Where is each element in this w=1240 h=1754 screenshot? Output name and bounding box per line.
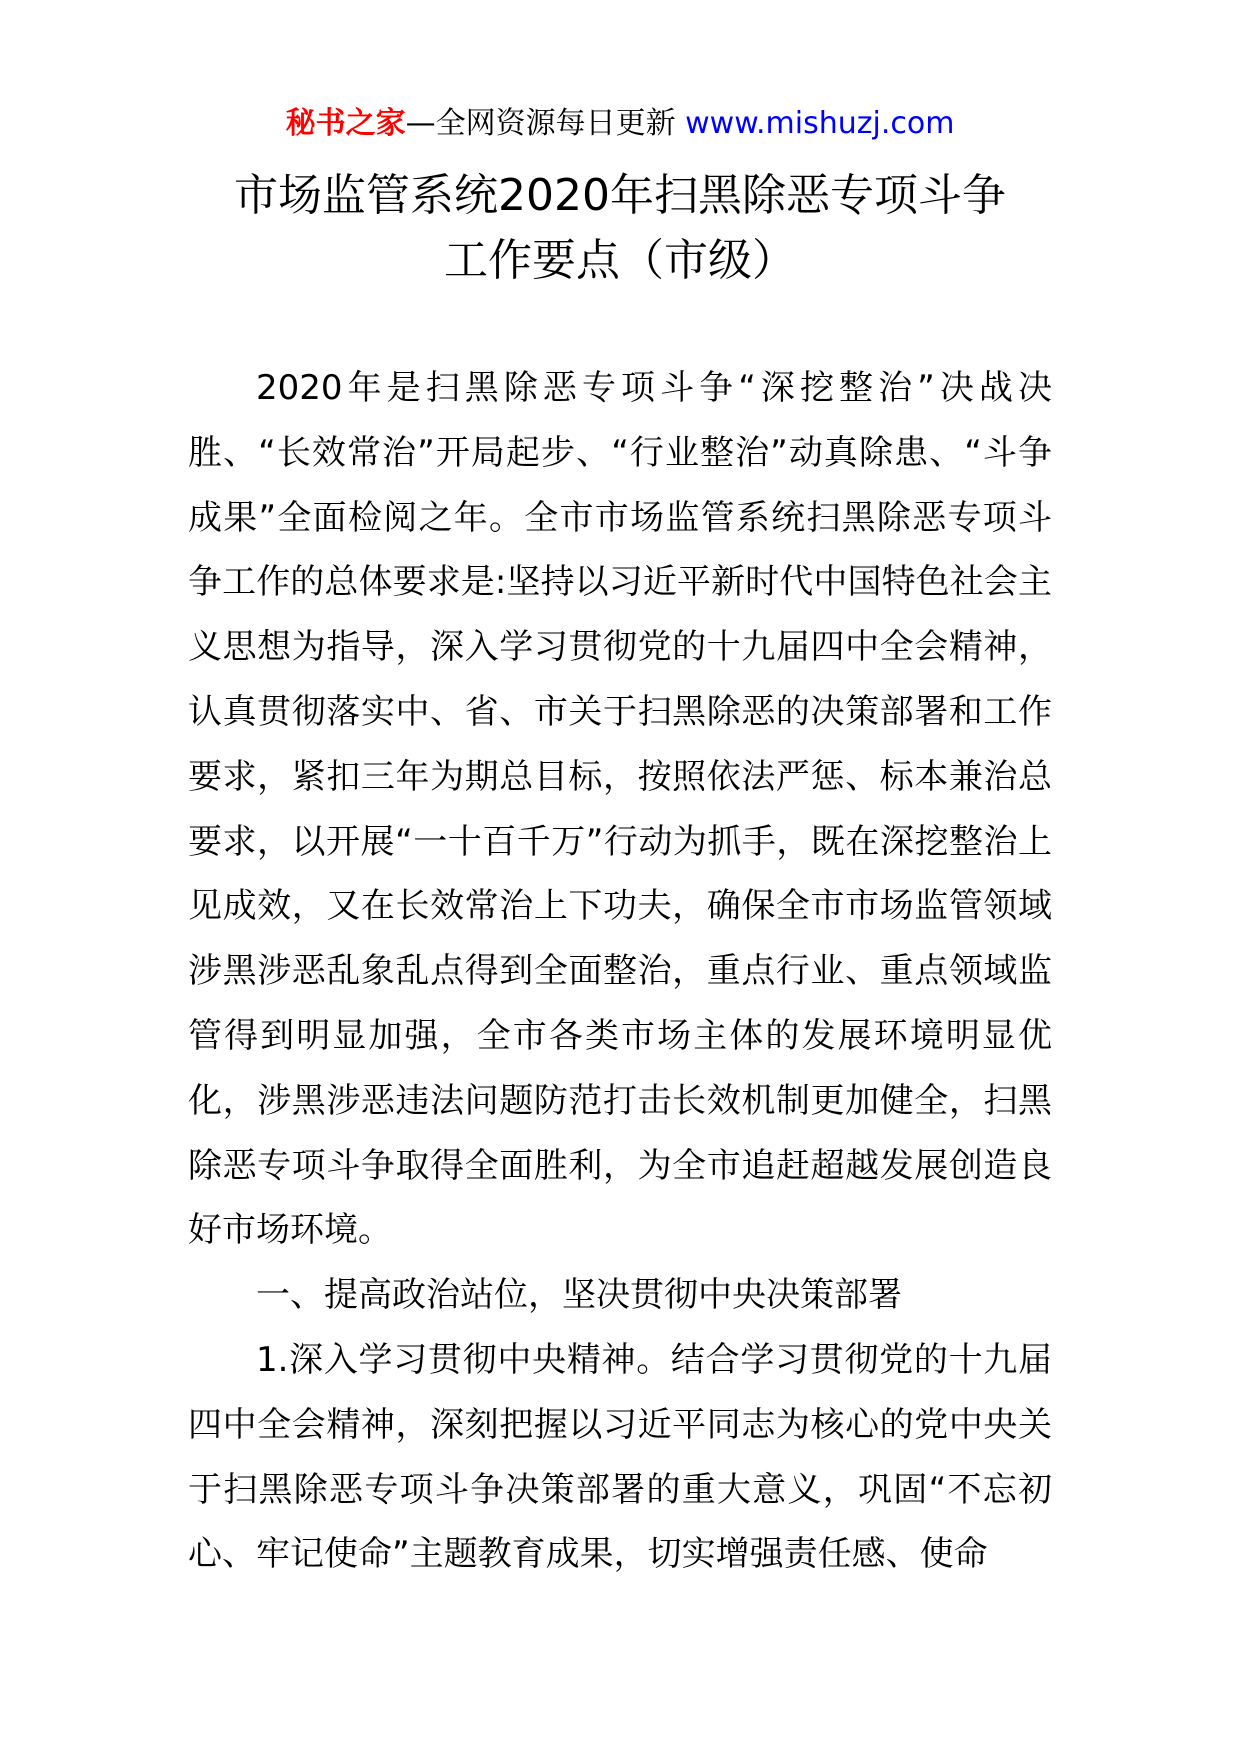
site-slogan: —全网资源每日更新 — [405, 106, 676, 141]
site-url[interactable]: www.mishuzj.com — [685, 106, 955, 141]
site-header — [0, 104, 1240, 144]
document-title-line-1: 市场监管系统2020年扫黑除恶专项斗争 — [234, 170, 1006, 221]
site-brand: 秘书之家 — [285, 106, 406, 141]
body-paragraph: 1.深入学习贯彻中央精神。结合学习贯彻党的十九届四中全会精神，深刻把握以习近平同志为核心的党中央关于扫黑除恶专项斗争决策部署的重大意义，巩固“不忘初心、牢记使命”主题教育成果，切实增强责任感、使命 — [188, 1339, 1052, 1575]
document-body — [188, 356, 1052, 1587]
document-title-line-2: 工作要点（市级） — [444, 235, 796, 286]
intro-paragraph: 2020年是扫黑除恶专项斗争“深挖整治”决战决胜、“长效常治”开局起步、“行业整治”动真除患、“斗争成果”全面检阅之年。全市市场监管系统扫黑除恶专项斗争工作的总体要求是:坚持以习近平新时代中国特色社会主义思想为指导，深入学习贯彻党的十九届四中全会精神，认真贯彻落实中、省、市关于扫黑除恶的决策部署和工作要求，紧扣三年为期总目标，按照依法严惩、标本兼治总要求，以开展“一十百千万”行动为抓手，既在深挖整治上见成效，又在长效常治上下功夫，确保全市市场监管领域涉黑涉恶乱象乱点得到全面整治，重点行业、重点领域监管得到明显加强，全市各类市场主体的发展环境明显优化，涉黑涉恶违法问题防范打击长效机制更加健全，扫黑除恶专项斗争取得全面胜利，为全市追赶超越发展创造良好市场环境。 — [188, 368, 1052, 1251]
section-heading: 一、提高政治站位，坚决贯彻中央决策部署 — [256, 1275, 902, 1316]
